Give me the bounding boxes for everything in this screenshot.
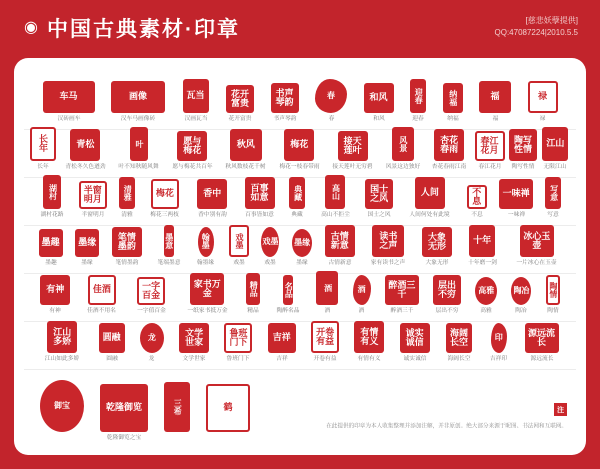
seal-caption: 梅花三两枝 (150, 212, 180, 218)
seal-caption: 龙 (149, 356, 155, 362)
seal-caption: 和风 (372, 116, 385, 122)
seal-caption: 乾隆御览之宝 (106, 435, 142, 441)
seal-stamp: 国士之风 (365, 179, 393, 209)
seal-stamp: 清雅 (119, 177, 135, 209)
seal-stamp: 有神 (40, 275, 70, 305)
seal-item (79, 181, 107, 220)
seal-item (221, 129, 270, 172)
seal-stamp: 笔情墨韵 (112, 227, 142, 257)
seal-caption: 层出不穷 (435, 308, 459, 314)
seal-caption: 汉车马画像砖 (120, 116, 156, 122)
seal-item (385, 275, 419, 316)
seal-item (99, 323, 125, 364)
seal-stamp: 酒 (316, 271, 338, 305)
seal-stamp: 印 (491, 323, 507, 353)
seal-item (134, 277, 169, 316)
seal-caption: 香中别有韵 (197, 212, 227, 218)
seal-caption: 一字值百金 (136, 308, 166, 314)
seal-caption: 有神 (49, 308, 61, 314)
seal-caption: 墨缘 (296, 260, 308, 266)
seal-caption: 人间何处有此境 (409, 212, 451, 218)
seal-stamp: 酒 (353, 275, 371, 305)
seal-caption: 陶冶 (515, 308, 528, 314)
seal-item (475, 131, 505, 172)
seal-stamp: 佳酒 (88, 275, 116, 305)
seal-item (119, 177, 135, 220)
seal-caption: 戏墨 (264, 260, 277, 266)
seal-stamp: 江山多娇 (47, 321, 77, 353)
seal-caption: 长年 (37, 164, 50, 170)
seal-caption: 十年磨一剑 (467, 260, 497, 266)
seal-caption: 一片冰心在玉壶 (516, 260, 557, 266)
seal-stamp: 圆融 (99, 323, 125, 353)
seal-item (40, 380, 84, 443)
seal-stamp: 精品 (246, 273, 260, 305)
seal-stamp: 风景 (392, 127, 414, 161)
seal-item (445, 323, 473, 364)
seal-item (405, 177, 454, 220)
seal-item (84, 275, 119, 316)
seal-item (546, 275, 560, 316)
target-bullet-icon: ◉ (24, 19, 38, 36)
seal-caption: 开卷有益 (313, 356, 337, 362)
seal-caption: 写意 (547, 212, 560, 218)
page-title: 中国古典素材·印章 (46, 18, 240, 41)
seal-stamp: 百事如意 (245, 177, 275, 209)
seal-stamp: 墨趣 (39, 229, 63, 257)
seal-item (61, 129, 110, 172)
seal-caption: 一味禅 (507, 212, 525, 218)
seal-item (195, 227, 216, 268)
seal-caption: 湖村花路 (40, 212, 64, 218)
seal-stamp: 写意 (545, 177, 561, 209)
seal-item (428, 129, 470, 172)
seal-item (545, 177, 561, 220)
seal-item (164, 382, 190, 443)
seal-stamp: 和风 (364, 83, 394, 113)
seal-item (275, 129, 324, 172)
seal-item (140, 323, 164, 364)
seal-item (541, 127, 569, 172)
seal-item (39, 229, 63, 268)
seal-stamp: 文学世家 (179, 323, 209, 353)
seal-caption: 墨趣 (44, 260, 57, 266)
seal-item (289, 177, 305, 220)
seal-caption: 源远流长 (530, 356, 554, 362)
seal-stamp: 画像 (111, 81, 165, 113)
seal-stamp: 一字百金 (137, 277, 165, 305)
seal-row (24, 226, 576, 274)
seal-stamp: 开卷有益 (311, 321, 339, 353)
seal-caption: 百事皆如意 (245, 212, 274, 218)
seal-caption: 海阔长空 (447, 356, 471, 362)
seal-stamp: 源远流长 (525, 323, 559, 353)
seal-caption: 梅花一枝春带雨 (279, 164, 320, 170)
seal-caption: 清雅 (121, 212, 133, 218)
note-seal-icon: 注 (554, 403, 567, 416)
seal-item (367, 225, 409, 268)
seal-stamp: 翰墨 (198, 227, 214, 257)
seal-item (528, 81, 558, 124)
seal-stamp: 迎春 (410, 79, 426, 113)
seal-caption: 书声琴韵 (273, 116, 296, 122)
seal-caption: 半窗明月 (81, 212, 105, 218)
credit-contact: QQ:47087224|2010.5.5 (494, 27, 578, 37)
seal-item (261, 227, 279, 268)
seal-caption: 叶不知秋随风舞 (118, 164, 159, 170)
seal-stamp: 家书万金 (190, 273, 224, 305)
seal-item (43, 81, 95, 124)
seal-item (112, 227, 142, 268)
seal-stamp: 瓦当 (183, 79, 209, 113)
seal-stamp: 诚实诚信 (400, 323, 430, 353)
seal-item (155, 225, 183, 268)
seal-item (206, 384, 250, 443)
seal-stamp: 书声琴韵 (271, 83, 299, 113)
seal-item (242, 177, 277, 220)
seal-caption: 国士之风 (367, 212, 391, 218)
seal-stamp: 江山 (542, 127, 568, 161)
seal-caption: 文学世家 (182, 356, 206, 362)
seal-caption: 翰墨缘 (197, 260, 215, 266)
seal-stamp: 花开富贵 (226, 85, 254, 113)
page-header (24, 13, 240, 43)
seal-caption: 花开富贵 (228, 116, 252, 122)
seal-item (38, 175, 66, 220)
seal-item (229, 225, 249, 268)
seal-item (365, 179, 393, 220)
seal-stamp: 车马 (43, 81, 95, 113)
seal-caption: 愿与梅花共百年 (172, 164, 213, 170)
seal-stamp: 墨缘 (292, 229, 312, 257)
seal-stamp: 戏墨 (261, 227, 279, 257)
seal-item (410, 79, 426, 124)
seal-stamp: 大象无形 (422, 227, 452, 257)
seal-stamp: 陶情 (546, 275, 560, 305)
seal-item (400, 323, 430, 364)
seal-item (467, 185, 487, 220)
seal-caption: 大象无形 (425, 260, 449, 266)
seal-stamp: 有情有义 (354, 321, 384, 353)
seal-caption: 陶写性情 (511, 164, 535, 170)
seal-item (226, 85, 254, 124)
seal-row (24, 130, 576, 178)
seal-stamp: 读书之声 (372, 225, 404, 257)
seal-row (24, 178, 576, 226)
seal-caption: 吉祥印 (490, 356, 508, 362)
seal-stamp: 醉酒三千 (385, 275, 419, 305)
seal-caption: 春江花月 (478, 164, 502, 170)
seal-item (168, 131, 217, 172)
seal-item (422, 227, 452, 268)
footer-note (266, 403, 575, 443)
seal-caption: 陶情 (546, 308, 559, 314)
seal-stamp: 层出不穷 (433, 275, 461, 305)
seal-stamp: 杏花春雨 (434, 129, 464, 161)
seal-item (41, 321, 83, 364)
seal-stamp: 梅花 (151, 179, 179, 209)
seal-caption: 戏墨 (233, 260, 245, 266)
seal-row (24, 322, 576, 370)
seal-item (111, 81, 165, 124)
seal-item (183, 273, 232, 316)
seal-stamp: 鹤 (206, 384, 250, 432)
seal-caption: 不息 (471, 212, 483, 218)
seal-item (511, 277, 531, 316)
seal-caption: 纳福 (446, 116, 459, 122)
seal-caption: 有情有义 (357, 356, 381, 362)
seal-item (443, 83, 463, 124)
seal-item (40, 275, 70, 316)
seal-item (354, 321, 384, 364)
seal-stamp: 典藏 (289, 177, 305, 209)
seal-stamp: 龙 (140, 323, 164, 353)
seal-item (488, 323, 509, 364)
seal-stamp: 春 (315, 79, 347, 113)
seal-stamp: 古情新意 (325, 225, 355, 257)
seal-item (479, 81, 511, 124)
seal-caption: 汉画瓦当 (184, 116, 207, 122)
seal-item (318, 175, 353, 220)
seal-item (182, 79, 210, 124)
seal-caption: 一纸家书抵万金 (187, 308, 228, 314)
seal-stamp: 春江花月 (475, 131, 505, 161)
seal-stamp: 墨缘 (75, 229, 99, 257)
seal-item (246, 273, 260, 316)
seal-item (433, 275, 461, 316)
seal-caption: 接天莲叶无穷碧 (332, 164, 373, 170)
seal-caption: 福 (492, 116, 498, 122)
seal-stamp: 十年 (469, 225, 495, 257)
seal-item (147, 179, 182, 220)
seal-stamp: 梅花 (284, 129, 314, 161)
seal-item (382, 127, 424, 172)
credit-provider: [慈悲妖孽提供] (525, 16, 578, 25)
seal-caption: 春 (328, 116, 334, 122)
seal-caption: 迎春 (412, 116, 424, 122)
seal-caption: 酒 (358, 308, 365, 314)
seal-stamp: 香中 (197, 179, 227, 209)
seal-item (114, 127, 163, 172)
seal-item (224, 323, 252, 364)
seal-caption: 佳酒不用名 (87, 308, 117, 314)
seal-item (75, 229, 99, 268)
seal-stamp: 陶冶 (511, 277, 531, 305)
seal-caption: 杏花春雨江南 (431, 164, 467, 170)
seal-caption: 陶醉名品 (276, 308, 300, 314)
seal-stamp: 青松 (70, 129, 100, 161)
seal-stamp: 御宝 (40, 380, 84, 432)
seal-item (509, 129, 537, 172)
seal-item (325, 225, 355, 268)
seal-item (499, 179, 533, 220)
seal-stamp: 接天莲叶 (338, 131, 368, 161)
seal-item (353, 275, 371, 316)
seal-item (465, 225, 500, 268)
seal-grid (24, 66, 576, 457)
seal-item (30, 127, 56, 172)
seal-caption: 风景这边独好 (385, 164, 420, 170)
seal-item (274, 275, 302, 316)
seal-item (292, 229, 312, 268)
seal-item (268, 323, 296, 364)
seal-caption: 家有读书之声 (371, 260, 406, 266)
seal-item (311, 321, 339, 364)
seal-stamp: 鲁班门下 (224, 323, 252, 353)
seal-stamp: 高山 (325, 175, 345, 209)
seal-item (364, 83, 394, 124)
seal-stamp: 墨意 (164, 225, 174, 257)
seal-stamp: 三希 (164, 382, 190, 432)
seal-caption: 醉酒三千 (390, 308, 414, 314)
seal-item (328, 131, 377, 172)
seal-stamp: 叶 (130, 127, 148, 161)
seal-caption: 笔情墨韵 (115, 260, 139, 266)
seal-caption: 青松冬久色遒劲 (65, 164, 106, 170)
seal-item (475, 277, 497, 316)
seal-row (24, 66, 576, 130)
seal-row (24, 370, 576, 457)
seal-caption: 高山不拒尘 (320, 212, 350, 218)
seal-panel (14, 58, 586, 455)
seal-caption: 古情新意 (328, 260, 352, 266)
seal-stamp: 高雅 (475, 277, 497, 305)
seal-stamp: 名品 (283, 275, 293, 305)
seal-stamp: 一味禅 (499, 179, 533, 209)
seal-stamp: 秋风 (230, 129, 262, 161)
seal-stamp: 不息 (467, 185, 487, 209)
seal-item (179, 323, 209, 364)
seal-item (525, 323, 559, 364)
seal-stamp: 半窗明月 (79, 181, 107, 209)
seal-stamp: 海阔长空 (446, 323, 472, 353)
credit-block (495, 15, 578, 38)
seal-caption: 精品 (247, 308, 259, 314)
seal-item (315, 79, 347, 124)
seal-stamp: 愿与梅花 (177, 131, 207, 161)
seal-caption: 酒 (324, 308, 331, 314)
seal-caption: 禄 (539, 116, 546, 122)
seal-stamp: 冰心玉壶 (520, 225, 554, 257)
seal-stamp: 戏墨 (229, 225, 249, 257)
seal-caption: 笔端墨意 (157, 260, 181, 266)
seal-caption: 汉砖画车 (57, 116, 80, 122)
seal-caption: 无限江山 (543, 164, 567, 170)
seal-item (271, 83, 299, 124)
seal-caption: 诚实诚信 (403, 356, 427, 362)
seal-stamp: 乾隆御览 (100, 384, 148, 432)
seal-caption: 鲁班门下 (227, 356, 250, 362)
seal-item (100, 384, 148, 443)
seal-stamp: 禄 (528, 81, 558, 113)
seal-caption: 圆融 (105, 356, 118, 362)
seal-item (512, 225, 561, 268)
seal-stamp: 吉祥 (268, 323, 296, 353)
seal-stamp: 人间 (415, 177, 445, 209)
seal-caption: 秋风数枝花千树 (225, 164, 266, 170)
seal-row (24, 274, 576, 322)
seal-stamp: 长年 (30, 127, 56, 161)
seal-caption: 高雅 (480, 308, 492, 314)
seal-stamp: 陶写性情 (509, 129, 537, 161)
seal-caption: 墨缘 (81, 260, 94, 266)
seal-caption: 江山如此多娇 (45, 356, 80, 362)
seal-caption: 吉祥 (276, 356, 288, 362)
seal-stamp: 纳福 (443, 83, 463, 113)
seal-item (195, 179, 230, 220)
seal-caption: 典藏 (291, 212, 304, 218)
seal-item (316, 271, 338, 316)
seal-stamp: 湖村 (43, 175, 61, 209)
note-text: 在此提供的印章为本人收集整理并添加注解，并非原创。绝大部分来源于昵图、书法网和互联网。 (326, 423, 567, 430)
seal-stamp: 福 (479, 81, 511, 113)
